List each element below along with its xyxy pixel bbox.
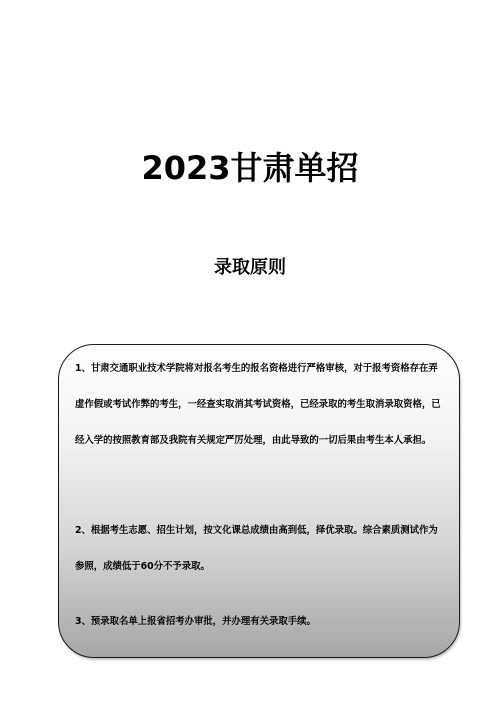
admission-rules-box <box>58 344 460 658</box>
rule-paragraph-2: 2、根据考生志愿、招生计划，按文化课总成绩由高到低，择优录取。综合素质测试作为参照，成绩低于60分不予录取。 <box>75 525 438 572</box>
rule-paragraph-3: 3、预录取名单上报省招考办审批，并办理有关录取手续。 <box>75 616 316 627</box>
page-title: 2023甘肃单招 <box>141 149 359 187</box>
rule-paragraph-1: 1、甘肃交通职业技术学院将对报名考生的报名资格进行严格审核，对于报考资格存在弄虚作假或考试作弊的考生，一经查实取消其考试资格，已经录取的考生取消录取资格，已经入学的按照教育部及我院有关规定严厉处理，由此导致的一切后果由考生本人承担。 <box>75 363 441 446</box>
section-subtitle: 录取原则 <box>214 257 286 278</box>
